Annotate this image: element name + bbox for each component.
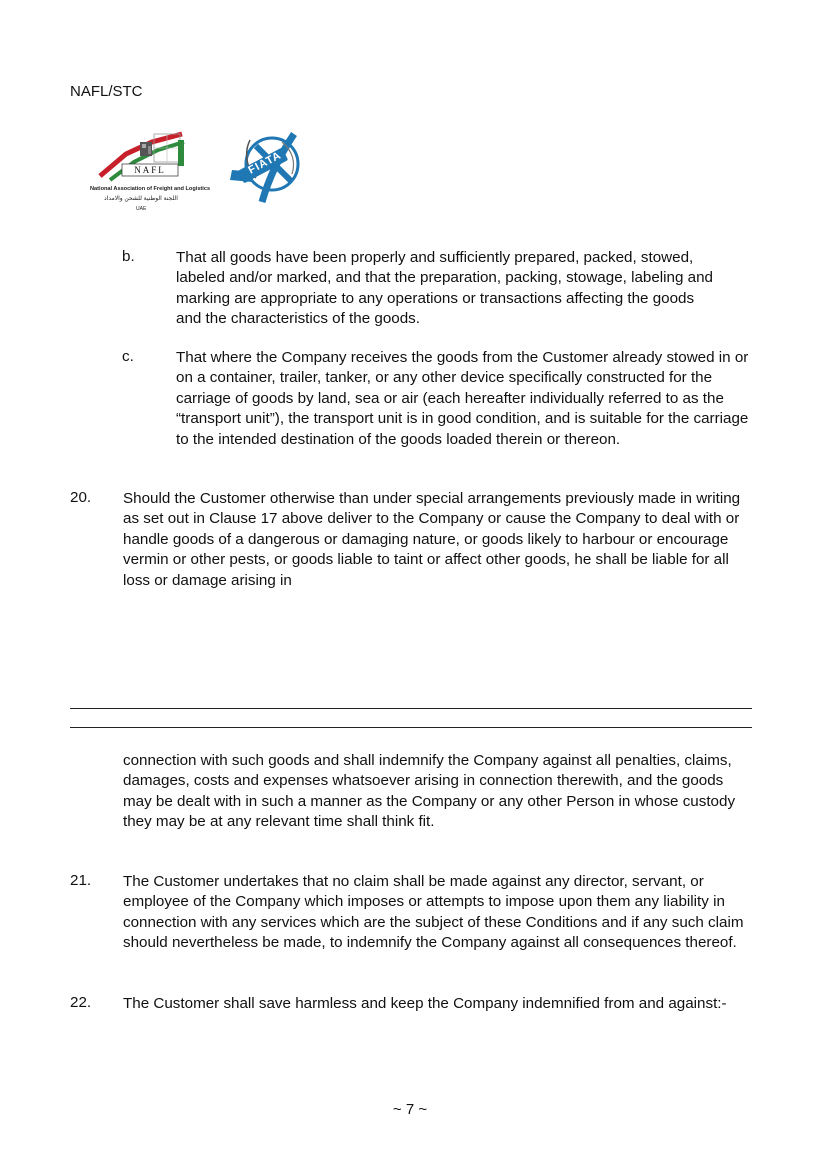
nafl-country: UAE <box>136 206 147 212</box>
clause-22-marker: 22. <box>70 994 92 1011</box>
item-b-marker: b. <box>122 248 135 265</box>
page-break-rule-bottom <box>70 727 748 728</box>
item-c-text: That where the Company receives the goods from the Customer already stowed in or on a container, trailer, tanker, or any other device specifically constructed for the carriage of goods by land, sea or air (each hereafter individually referred to as the “transport unit”), the transport unit is in good condition, and is suitable for the carriage to the intended destination of the goods loaded therein or thereon. <box>176 349 749 448</box>
clause-21-text: The Customer undertakes that no claim shall be made against any director, servant, or employee of the Company which imposes or attempts to impose upon them any liability in connection with any services which are the subject of these Conditions and if any such claim should nevertheless be made, to indemnify the Company against all consequences thereof. <box>123 873 744 952</box>
clause-20-marker: 20. <box>70 489 92 506</box>
page-number: ~ 7 ~ <box>392 1101 428 1118</box>
clause-22-text: The Customer shall save harmless and keep the Company indemnified from and against:- <box>123 995 727 1012</box>
page-break-rule-top <box>70 708 748 709</box>
clause-20-continuation: connection with such goods and shall indemnify the Company against all penalties, claims, damages, costs and expenses whatsoever arising in connection therewith, and the goods may be dealt with in such a manner as the Company or any other Person in whose custody they may be at any relevant time shall think fit. <box>123 752 736 831</box>
nafl-abbr: NAFL <box>134 165 166 175</box>
clause-21-marker: 21. <box>70 872 92 889</box>
document-reference: NAFL/STC <box>70 83 143 100</box>
fiata-abbr: FIATA <box>246 149 284 177</box>
fiata-logo <box>222 122 314 208</box>
item-c-marker: c. <box>122 348 134 365</box>
nafl-name-ar: اللجنة الوطنية للشحن والامداد <box>104 196 178 202</box>
nafl-logo <box>86 120 216 220</box>
clause-20-text: Should the Customer otherwise than under special arrangements previously made in writing as set out in Clause 17 above deliver to the Company or cause the Company to deal with or handle goods of a dangerous or damaging nature, or goods likely to harbour or encourage vermin or other pests, or goods liable to taint or affect other goods, he shall be liable for all loss or damage arising in <box>123 490 741 589</box>
item-b-text: That all goods have been properly and sufficiently prepared, packed, stowed, labeled and/or marked, and that the preparation, packing, stowage, labeling and marking are appropriate to any operations or transactions affecting the goods and the characteristics of the goods. <box>176 249 713 328</box>
nafl-name-en: National Association of Freight and Logistics <box>90 186 211 192</box>
